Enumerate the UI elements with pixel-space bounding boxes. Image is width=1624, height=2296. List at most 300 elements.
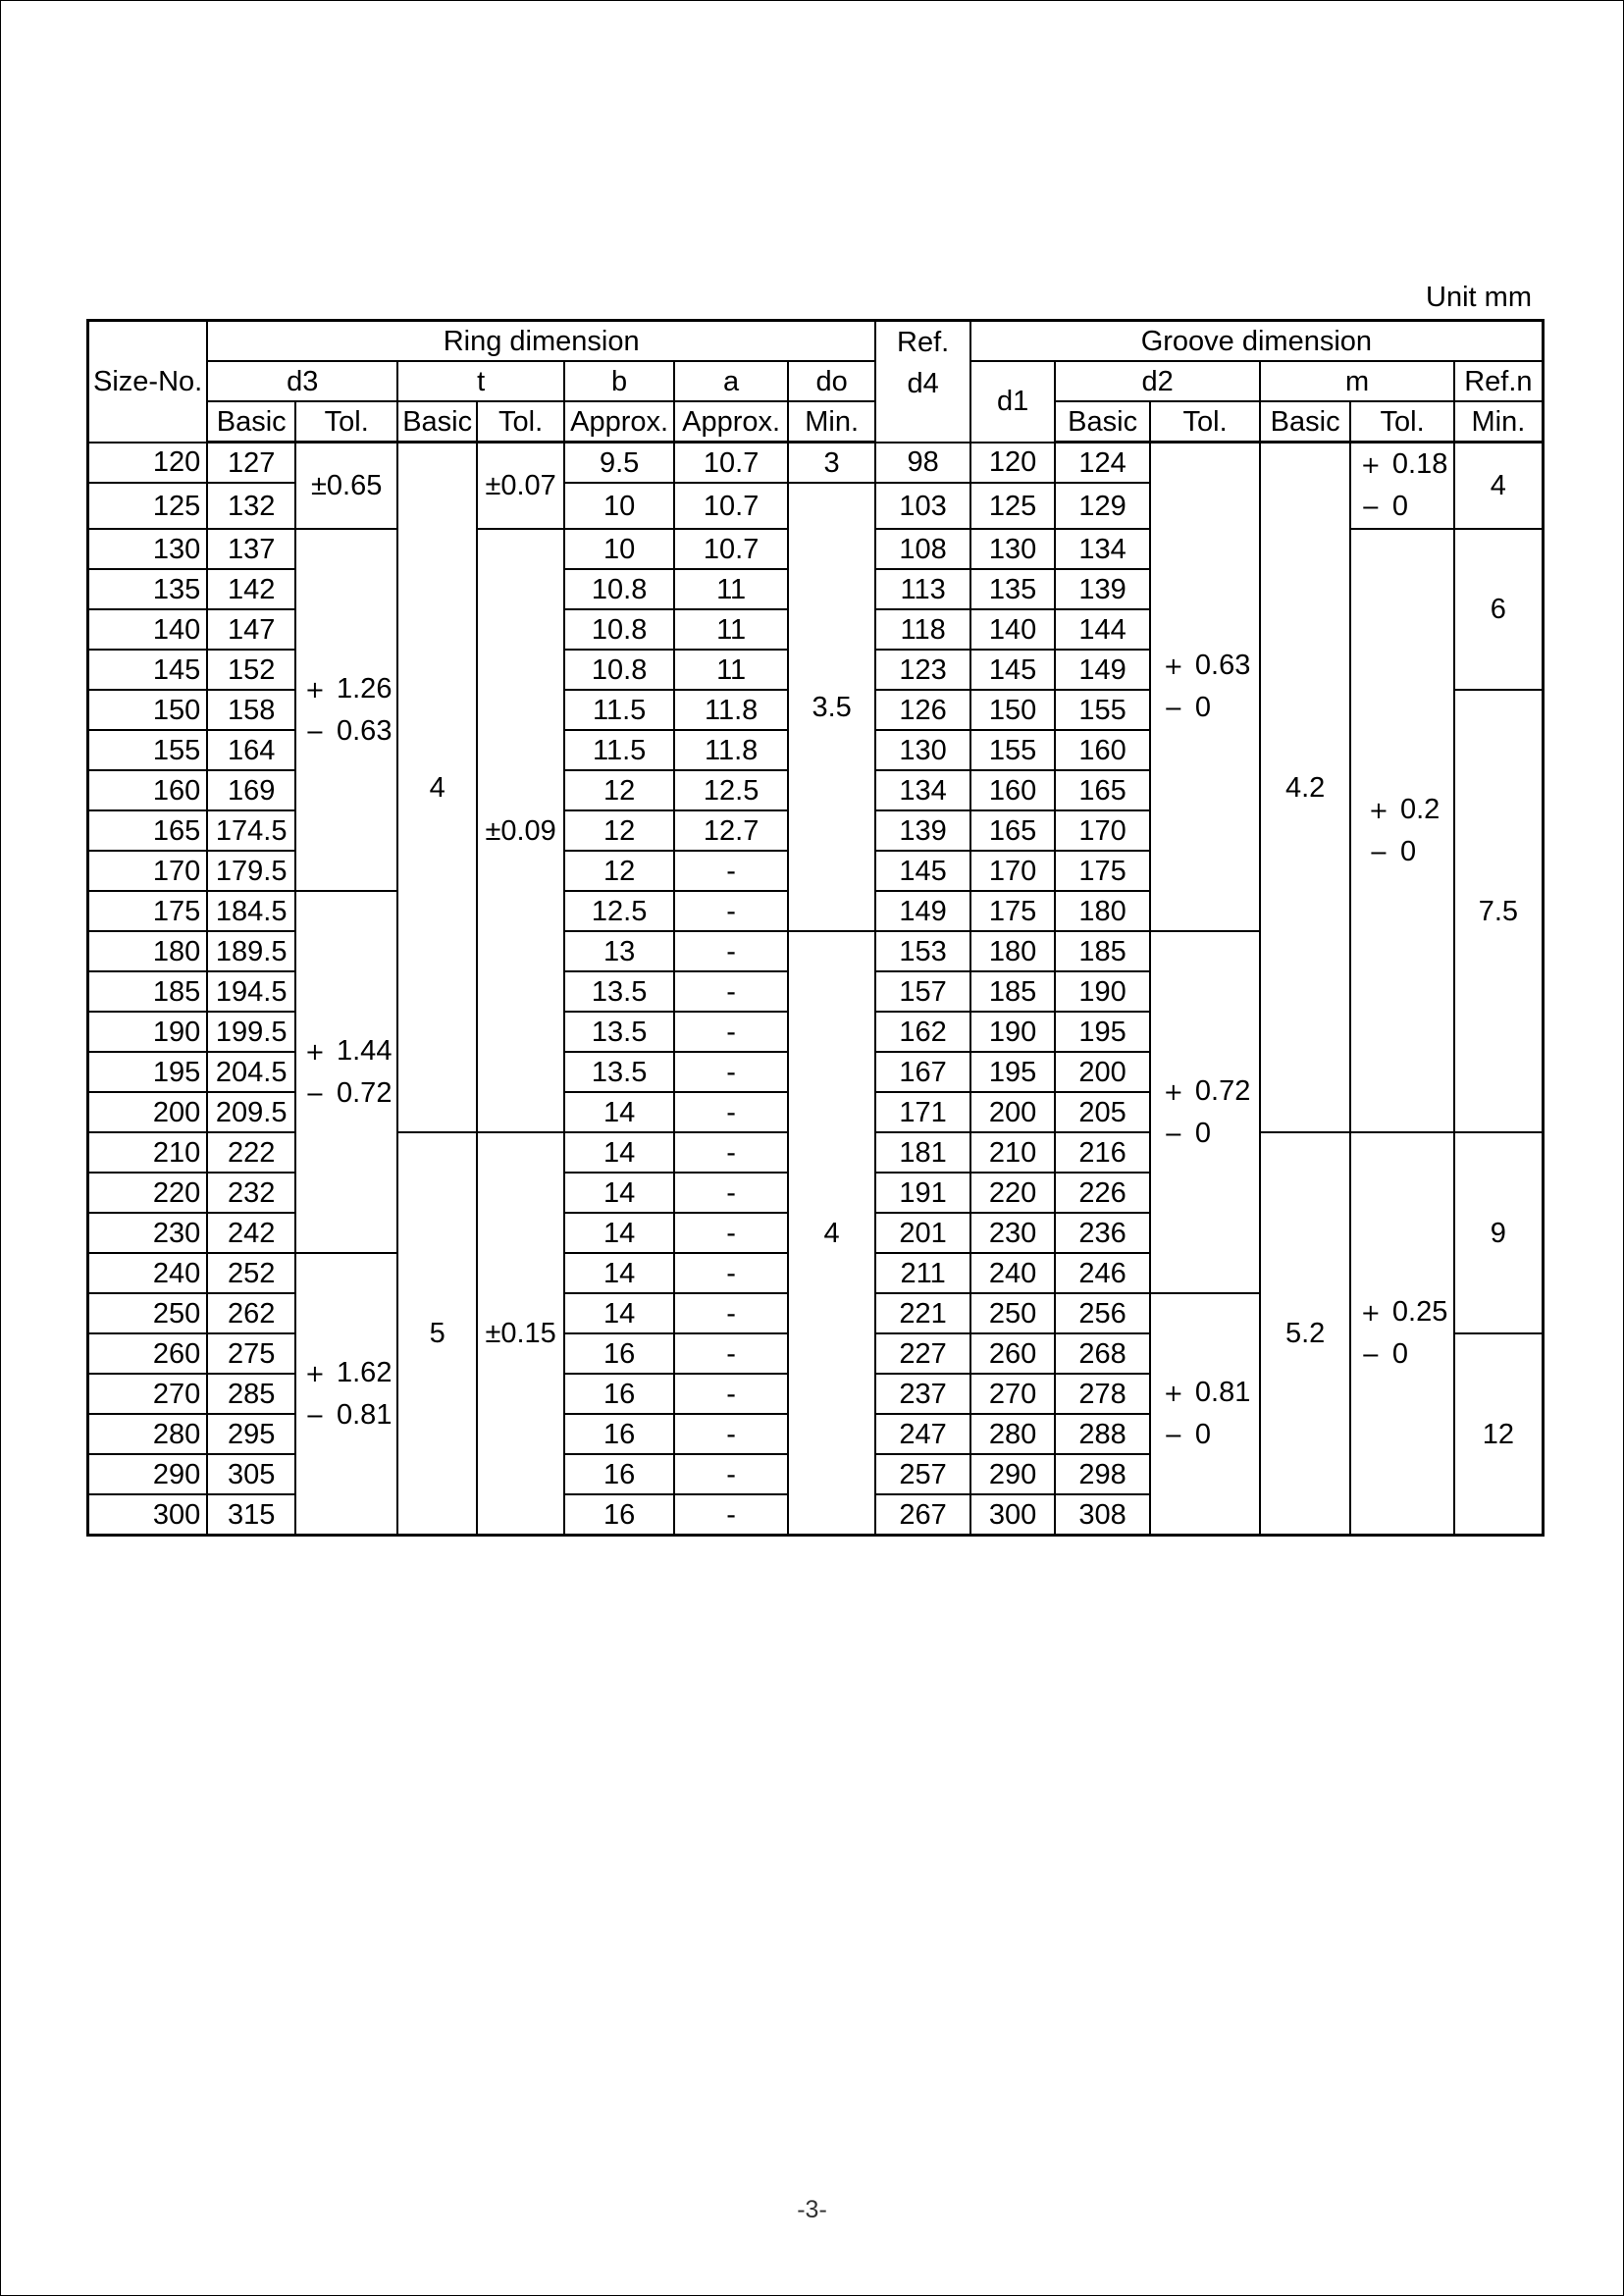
- d3-basic-cell: 147: [207, 609, 295, 650]
- d2-basic-cell: 298: [1055, 1454, 1150, 1494]
- size-no-cell: 140: [88, 609, 208, 650]
- a-approx-cell: -: [674, 1494, 788, 1536]
- ref-d4-cell: 227: [875, 1333, 970, 1374]
- d1-cell: 300: [970, 1494, 1055, 1536]
- d3-tol-cell: ±0.65: [295, 443, 397, 530]
- d3-basic-cell: 209.5: [207, 1092, 295, 1132]
- m-tol-cell-plus-value: 0.2: [1399, 793, 1441, 825]
- size-no-cell: 260: [88, 1333, 208, 1374]
- a-approx-cell: -: [674, 1213, 788, 1253]
- d3-basic-cell: 179.5: [207, 851, 295, 891]
- d3-basic-cell: 275: [207, 1333, 295, 1374]
- header-d3-tol: Tol.: [295, 401, 397, 443]
- a-approx-cell: -: [674, 851, 788, 891]
- d2-basic-cell: 268: [1055, 1333, 1150, 1374]
- ref-d4-cell: 123: [875, 650, 970, 690]
- size-no-cell: 125: [88, 483, 208, 529]
- header-m-tol: Tol.: [1350, 401, 1454, 443]
- a-approx-cell: 12.5: [674, 770, 788, 810]
- table-row: [88, 443, 1544, 484]
- d2-tol-cell-pair: [1160, 1372, 1251, 1456]
- size-no-cell: 155: [88, 730, 208, 770]
- ref-d4-cell: 103: [875, 483, 970, 529]
- m-tol-cell-minus-value: 0: [1399, 835, 1417, 867]
- ref-d4-cell: 126: [875, 690, 970, 730]
- d2-basic-cell: 216: [1055, 1132, 1150, 1173]
- header-b: b: [564, 361, 674, 401]
- m-tol-cell-minus-value: 0: [1391, 491, 1409, 522]
- d3-tol-cell-plus-value: 1.26: [337, 672, 393, 704]
- d3-tol-cell-minus-value: 0.81: [337, 1398, 393, 1431]
- d2-basic-cell: 278: [1055, 1374, 1150, 1414]
- ref-d4-cell: 171: [875, 1092, 970, 1132]
- b-approx-cell: 16: [564, 1414, 674, 1454]
- a-approx-cell: -: [674, 1173, 788, 1213]
- ref-d4-cell: 201: [875, 1213, 970, 1253]
- minus-sign: −: [304, 1079, 325, 1108]
- b-approx-cell: 14: [564, 1253, 674, 1293]
- m-tol-cell-plus-value: 0.18: [1391, 448, 1448, 480]
- do-min-cell: 3: [788, 443, 875, 484]
- size-no-cell: 170: [88, 851, 208, 891]
- d2-tol-cell: [1150, 443, 1260, 932]
- d2-tol-cell-pair: [1160, 645, 1251, 729]
- d2-basic-cell: 134: [1055, 529, 1150, 569]
- refn-min-cell: 9: [1454, 1132, 1543, 1333]
- b-approx-cell: 14: [564, 1173, 674, 1213]
- header-m: m: [1260, 361, 1454, 401]
- minus-sign: −: [304, 717, 325, 746]
- m-tol-cell-minus-value: 0: [1391, 1338, 1409, 1370]
- a-approx-cell: 11: [674, 650, 788, 690]
- size-no-cell: 175: [88, 891, 208, 931]
- m-tol-cell: [1350, 443, 1454, 530]
- d1-cell: 240: [970, 1253, 1055, 1293]
- header-ref-d4: [875, 321, 970, 443]
- d3-basic-cell: 199.5: [207, 1012, 295, 1052]
- m-basic-cell: 5.2: [1260, 1132, 1350, 1536]
- a-approx-cell: -: [674, 1293, 788, 1333]
- b-approx-cell: 9.5: [564, 443, 674, 484]
- d1-cell: 120: [970, 443, 1055, 484]
- d2-tol-cell: [1150, 1293, 1260, 1536]
- header-d3: d3: [207, 361, 397, 401]
- d2-tol-cell-plus-line: [1160, 645, 1251, 687]
- d2-tol-cell-plus-line: [1160, 1070, 1251, 1113]
- ref-d4-cell: 145: [875, 851, 970, 891]
- d1-cell: 175: [970, 891, 1055, 931]
- d2-tol-cell-minus-value: 0: [1194, 1117, 1212, 1149]
- header-b-approx: Approx.: [564, 401, 674, 443]
- refn-min-cell: 6: [1454, 529, 1543, 690]
- header-size-no: Size-No.: [88, 321, 208, 443]
- d2-basic-cell: 190: [1055, 971, 1150, 1012]
- size-no-cell: 190: [88, 1012, 208, 1052]
- ref-d4-cell: 191: [875, 1173, 970, 1213]
- minus-sign: −: [1163, 1422, 1183, 1449]
- b-approx-cell: 12: [564, 851, 674, 891]
- d2-basic-cell: 288: [1055, 1414, 1150, 1454]
- size-no-cell: 290: [88, 1454, 208, 1494]
- b-approx-cell: 13: [564, 931, 674, 971]
- b-approx-cell: 16: [564, 1333, 674, 1374]
- d3-basic-cell: 164: [207, 730, 295, 770]
- b-approx-cell: 14: [564, 1092, 674, 1132]
- m-tol-cell-plus-line: [1357, 1291, 1448, 1333]
- ref-d4-cell: 118: [875, 609, 970, 650]
- ref-d4-cell: 167: [875, 1052, 970, 1092]
- b-approx-cell: 16: [564, 1454, 674, 1494]
- a-approx-cell: -: [674, 971, 788, 1012]
- size-no-cell: 135: [88, 569, 208, 609]
- minus-sign: −: [1163, 695, 1183, 722]
- d3-tol-cell-plus-value: 1.44: [337, 1034, 393, 1067]
- ref-d4-cell: 153: [875, 931, 970, 971]
- size-no-cell: 250: [88, 1293, 208, 1333]
- plus-sign: +: [304, 1037, 325, 1066]
- m-tol-cell-pair: [1365, 789, 1440, 873]
- a-approx-cell: -: [674, 1374, 788, 1414]
- b-approx-cell: 10.8: [564, 609, 674, 650]
- d1-cell: 130: [970, 529, 1055, 569]
- a-approx-cell: -: [674, 891, 788, 931]
- d3-basic-cell: 305: [207, 1454, 295, 1494]
- d3-basic-cell: 222: [207, 1132, 295, 1173]
- size-no-cell: 230: [88, 1213, 208, 1253]
- plus-sign: +: [304, 675, 325, 704]
- header-ref-d4-bottom: d4: [907, 368, 939, 399]
- header-a: a: [674, 361, 788, 401]
- a-approx-cell: 10.7: [674, 529, 788, 569]
- ref-d4-cell: 221: [875, 1293, 970, 1333]
- a-approx-cell: -: [674, 1414, 788, 1454]
- d2-basic-cell: 256: [1055, 1293, 1150, 1333]
- plus-sign: +: [1163, 1380, 1183, 1407]
- d1-cell: 150: [970, 690, 1055, 730]
- t-tol-cell: ±0.09: [477, 529, 564, 1132]
- a-approx-cell: -: [674, 1454, 788, 1494]
- minus-sign: −: [1360, 494, 1381, 521]
- d1-cell: 210: [970, 1132, 1055, 1173]
- header-d1: d1: [970, 361, 1055, 443]
- minus-sign: −: [1163, 1120, 1183, 1148]
- a-approx-cell: -: [674, 1092, 788, 1132]
- d3-basic-cell: 194.5: [207, 971, 295, 1012]
- d1-cell: 185: [970, 971, 1055, 1012]
- a-approx-cell: -: [674, 1012, 788, 1052]
- do-min-cell: 3.5: [788, 483, 875, 931]
- d2-basic-cell: 139: [1055, 569, 1150, 609]
- m-tol-cell-minus-line: [1357, 1333, 1448, 1376]
- d2-basic-cell: 124: [1055, 443, 1150, 484]
- d2-tol-cell-minus-value: 0: [1194, 692, 1212, 723]
- d1-cell: 190: [970, 1012, 1055, 1052]
- m-tol-cell-plus-value: 0.25: [1391, 1296, 1448, 1328]
- m-tol-cell-plus-line: [1365, 789, 1440, 831]
- d1-cell: 290: [970, 1454, 1055, 1494]
- m-tol-cell: [1350, 1132, 1454, 1536]
- d2-basic-cell: 195: [1055, 1012, 1150, 1052]
- header-refn-min: Min.: [1454, 401, 1543, 443]
- d2-tol-cell-minus-line: [1160, 1414, 1251, 1456]
- minus-sign: −: [304, 1401, 325, 1430]
- refn-min-cell: 4: [1454, 443, 1543, 530]
- ref-d4-cell: 181: [875, 1132, 970, 1173]
- b-approx-cell: 10.8: [564, 650, 674, 690]
- ref-d4-cell: 237: [875, 1374, 970, 1414]
- m-tol-cell-pair: [1357, 1291, 1448, 1376]
- size-no-cell: 195: [88, 1052, 208, 1092]
- plus-sign: +: [1368, 796, 1388, 824]
- size-no-cell: 300: [88, 1494, 208, 1536]
- d1-cell: 200: [970, 1092, 1055, 1132]
- d3-basic-cell: 315: [207, 1494, 295, 1536]
- d2-tol-cell-minus-line: [1160, 1113, 1251, 1155]
- unit-label: Unit mm: [1426, 282, 1532, 313]
- ref-d4-cell: 257: [875, 1454, 970, 1494]
- d2-tol-cell-plus-line: [1160, 1372, 1251, 1414]
- d2-tol-cell-plus-value: 0.63: [1194, 650, 1251, 681]
- d1-cell: 125: [970, 483, 1055, 529]
- d1-cell: 195: [970, 1052, 1055, 1092]
- t-tol-cell: ±0.15: [477, 1132, 564, 1536]
- d2-tol-cell-plus-value: 0.72: [1194, 1074, 1251, 1107]
- d2-basic-cell: 129: [1055, 483, 1150, 529]
- size-no-cell: 130: [88, 529, 208, 569]
- header-m-basic: Basic: [1260, 401, 1350, 443]
- t-basic-cell: 4: [397, 443, 477, 1133]
- d1-cell: 160: [970, 770, 1055, 810]
- d2-basic-cell: 180: [1055, 891, 1150, 931]
- ref-d4-cell: 211: [875, 1253, 970, 1293]
- d3-basic-cell: 127: [207, 443, 295, 484]
- d3-tol-cell-plus-line: [301, 668, 393, 710]
- a-approx-cell: 11.8: [674, 690, 788, 730]
- d3-tol-cell-minus-line: [301, 1072, 393, 1115]
- size-no-cell: 145: [88, 650, 208, 690]
- table-body: [88, 443, 1544, 1536]
- b-approx-cell: 11.5: [564, 730, 674, 770]
- d3-basic-cell: 204.5: [207, 1052, 295, 1092]
- d1-cell: 170: [970, 851, 1055, 891]
- d1-cell: 145: [970, 650, 1055, 690]
- d3-tol-cell-minus-value: 0.72: [337, 1076, 393, 1109]
- header-groove-dimension: Groove dimension: [970, 321, 1543, 362]
- ref-d4-cell: 130: [875, 730, 970, 770]
- b-approx-cell: 16: [564, 1374, 674, 1414]
- plus-sign: +: [1360, 451, 1381, 479]
- d1-cell: 140: [970, 609, 1055, 650]
- t-tol-cell: ±0.07: [477, 443, 564, 530]
- d3-tol-cell: [295, 891, 397, 1253]
- d3-tol-cell-minus-line: [301, 1394, 393, 1436]
- t-basic-cell: 5: [397, 1132, 477, 1536]
- d2-basic-cell: 205: [1055, 1092, 1150, 1132]
- d2-basic-cell: 236: [1055, 1213, 1150, 1253]
- dimension-table: [86, 319, 1545, 1537]
- header-t-basic: Basic: [397, 401, 477, 443]
- minus-sign: −: [1368, 838, 1388, 866]
- header-do-min: Min.: [788, 401, 875, 443]
- d1-cell: 270: [970, 1374, 1055, 1414]
- header-d2-tol: Tol.: [1150, 401, 1260, 443]
- d1-cell: 165: [970, 810, 1055, 851]
- plus-sign: +: [304, 1359, 325, 1387]
- d2-tol-cell-plus-value: 0.81: [1194, 1377, 1251, 1408]
- d3-basic-cell: 132: [207, 483, 295, 529]
- ref-d4-cell: 134: [875, 770, 970, 810]
- b-approx-cell: 14: [564, 1213, 674, 1253]
- a-approx-cell: 10.7: [674, 443, 788, 484]
- header-d3-basic: Basic: [207, 401, 295, 443]
- d2-tol-cell-minus-line: [1160, 687, 1251, 729]
- d2-tol-cell: [1150, 931, 1260, 1293]
- page-number: -3-: [797, 2196, 827, 2223]
- m-tol-cell-pair: [1357, 444, 1448, 528]
- m-tol-cell-minus-line: [1365, 831, 1440, 873]
- b-approx-cell: 10.8: [564, 569, 674, 609]
- d1-cell: 220: [970, 1173, 1055, 1213]
- d3-tol-cell-pair: [301, 1030, 393, 1115]
- d2-tol-cell-pair: [1160, 1070, 1251, 1155]
- a-approx-cell: 11.8: [674, 730, 788, 770]
- d2-basic-cell: 200: [1055, 1052, 1150, 1092]
- b-approx-cell: 16: [564, 1494, 674, 1536]
- d3-tol-cell-plus-value: 1.62: [337, 1356, 393, 1388]
- ref-d4-cell: 108: [875, 529, 970, 569]
- d2-tol-cell-minus-value: 0: [1194, 1419, 1212, 1450]
- header-ref-d4-top: Ref.: [897, 327, 950, 358]
- size-no-cell: 240: [88, 1253, 208, 1293]
- do-min-cell: 4: [788, 931, 875, 1536]
- a-approx-cell: 11: [674, 609, 788, 650]
- ref-d4-cell: 157: [875, 971, 970, 1012]
- a-approx-cell: 12.7: [674, 810, 788, 851]
- ref-d4-cell: 162: [875, 1012, 970, 1052]
- size-no-cell: 220: [88, 1173, 208, 1213]
- d2-basic-cell: 149: [1055, 650, 1150, 690]
- d1-cell: 155: [970, 730, 1055, 770]
- size-no-cell: 280: [88, 1414, 208, 1454]
- b-approx-cell: 10: [564, 483, 674, 529]
- b-approx-cell: 14: [564, 1132, 674, 1173]
- d3-basic-cell: 242: [207, 1213, 295, 1253]
- a-approx-cell: -: [674, 931, 788, 971]
- a-approx-cell: -: [674, 1132, 788, 1173]
- d3-basic-cell: 285: [207, 1374, 295, 1414]
- b-approx-cell: 12: [564, 770, 674, 810]
- d2-basic-cell: 160: [1055, 730, 1150, 770]
- d2-basic-cell: 308: [1055, 1494, 1150, 1536]
- b-approx-cell: 13.5: [564, 1052, 674, 1092]
- m-tol-cell-plus-line: [1357, 444, 1448, 486]
- d3-tol-cell: [295, 1253, 397, 1536]
- size-no-cell: 210: [88, 1132, 208, 1173]
- m-basic-cell: 4.2: [1260, 443, 1350, 1133]
- d3-basic-cell: 189.5: [207, 931, 295, 971]
- d3-tol-cell-pair: [301, 668, 393, 753]
- header-do: do: [788, 361, 875, 401]
- header-d2: d2: [1055, 361, 1260, 401]
- d2-basic-cell: 185: [1055, 931, 1150, 971]
- a-approx-cell: 10.7: [674, 483, 788, 529]
- plus-sign: +: [1360, 1299, 1381, 1327]
- b-approx-cell: 12: [564, 810, 674, 851]
- b-approx-cell: 13.5: [564, 971, 674, 1012]
- d3-basic-cell: 142: [207, 569, 295, 609]
- d1-cell: 135: [970, 569, 1055, 609]
- ref-d4-cell: 247: [875, 1414, 970, 1454]
- plus-sign: +: [1163, 1077, 1183, 1106]
- d1-cell: 230: [970, 1213, 1055, 1253]
- d2-basic-cell: 246: [1055, 1253, 1150, 1293]
- m-tol-cell-minus-line: [1357, 486, 1448, 528]
- b-approx-cell: 14: [564, 1293, 674, 1333]
- ref-d4-cell: 149: [875, 891, 970, 931]
- m-tol-cell: [1350, 529, 1454, 1132]
- d3-tol-cell-pair: [301, 1352, 393, 1436]
- d1-cell: 180: [970, 931, 1055, 971]
- d2-basic-cell: 170: [1055, 810, 1150, 851]
- d3-basic-cell: 232: [207, 1173, 295, 1213]
- size-no-cell: 150: [88, 690, 208, 730]
- a-approx-cell: -: [674, 1052, 788, 1092]
- refn-min-cell: 7.5: [1454, 690, 1543, 1132]
- d2-basic-cell: 144: [1055, 609, 1150, 650]
- header-d2-basic: Basic: [1055, 401, 1150, 443]
- d3-tol-cell-plus-line: [301, 1352, 393, 1394]
- d3-basic-cell: 169: [207, 770, 295, 810]
- ref-d4-cell: 267: [875, 1494, 970, 1536]
- header-a-approx: Approx.: [674, 401, 788, 443]
- header-t-tol: Tol.: [477, 401, 564, 443]
- ref-d4-cell: 139: [875, 810, 970, 851]
- refn-min-cell: 12: [1454, 1333, 1543, 1536]
- size-no-cell: 165: [88, 810, 208, 851]
- size-no-cell: 270: [88, 1374, 208, 1414]
- d2-basic-cell: 175: [1055, 851, 1150, 891]
- size-no-cell: 200: [88, 1092, 208, 1132]
- a-approx-cell: -: [674, 1253, 788, 1293]
- d3-basic-cell: 152: [207, 650, 295, 690]
- d1-cell: 250: [970, 1293, 1055, 1333]
- d3-tol-cell-minus-line: [301, 710, 393, 753]
- size-no-cell: 185: [88, 971, 208, 1012]
- size-no-cell: 180: [88, 931, 208, 971]
- a-approx-cell: 11: [674, 569, 788, 609]
- b-approx-cell: 13.5: [564, 1012, 674, 1052]
- size-no-cell: 160: [88, 770, 208, 810]
- d3-basic-cell: 158: [207, 690, 295, 730]
- a-approx-cell: -: [674, 1333, 788, 1374]
- d3-tol-cell-plus-line: [301, 1030, 393, 1072]
- header-refn: Ref.n: [1454, 361, 1543, 401]
- minus-sign: −: [1360, 1341, 1381, 1369]
- b-approx-cell: 10: [564, 529, 674, 569]
- header-ring-dimension: Ring dimension: [207, 321, 875, 362]
- b-approx-cell: 12.5: [564, 891, 674, 931]
- plus-sign: +: [1163, 652, 1183, 680]
- d3-basic-cell: 295: [207, 1414, 295, 1454]
- d1-cell: 280: [970, 1414, 1055, 1454]
- ref-d4-cell: 98: [875, 443, 970, 484]
- d2-basic-cell: 165: [1055, 770, 1150, 810]
- d3-basic-cell: 262: [207, 1293, 295, 1333]
- d2-basic-cell: 226: [1055, 1173, 1150, 1213]
- d3-basic-cell: 137: [207, 529, 295, 569]
- d3-basic-cell: 174.5: [207, 810, 295, 851]
- header-t: t: [397, 361, 564, 401]
